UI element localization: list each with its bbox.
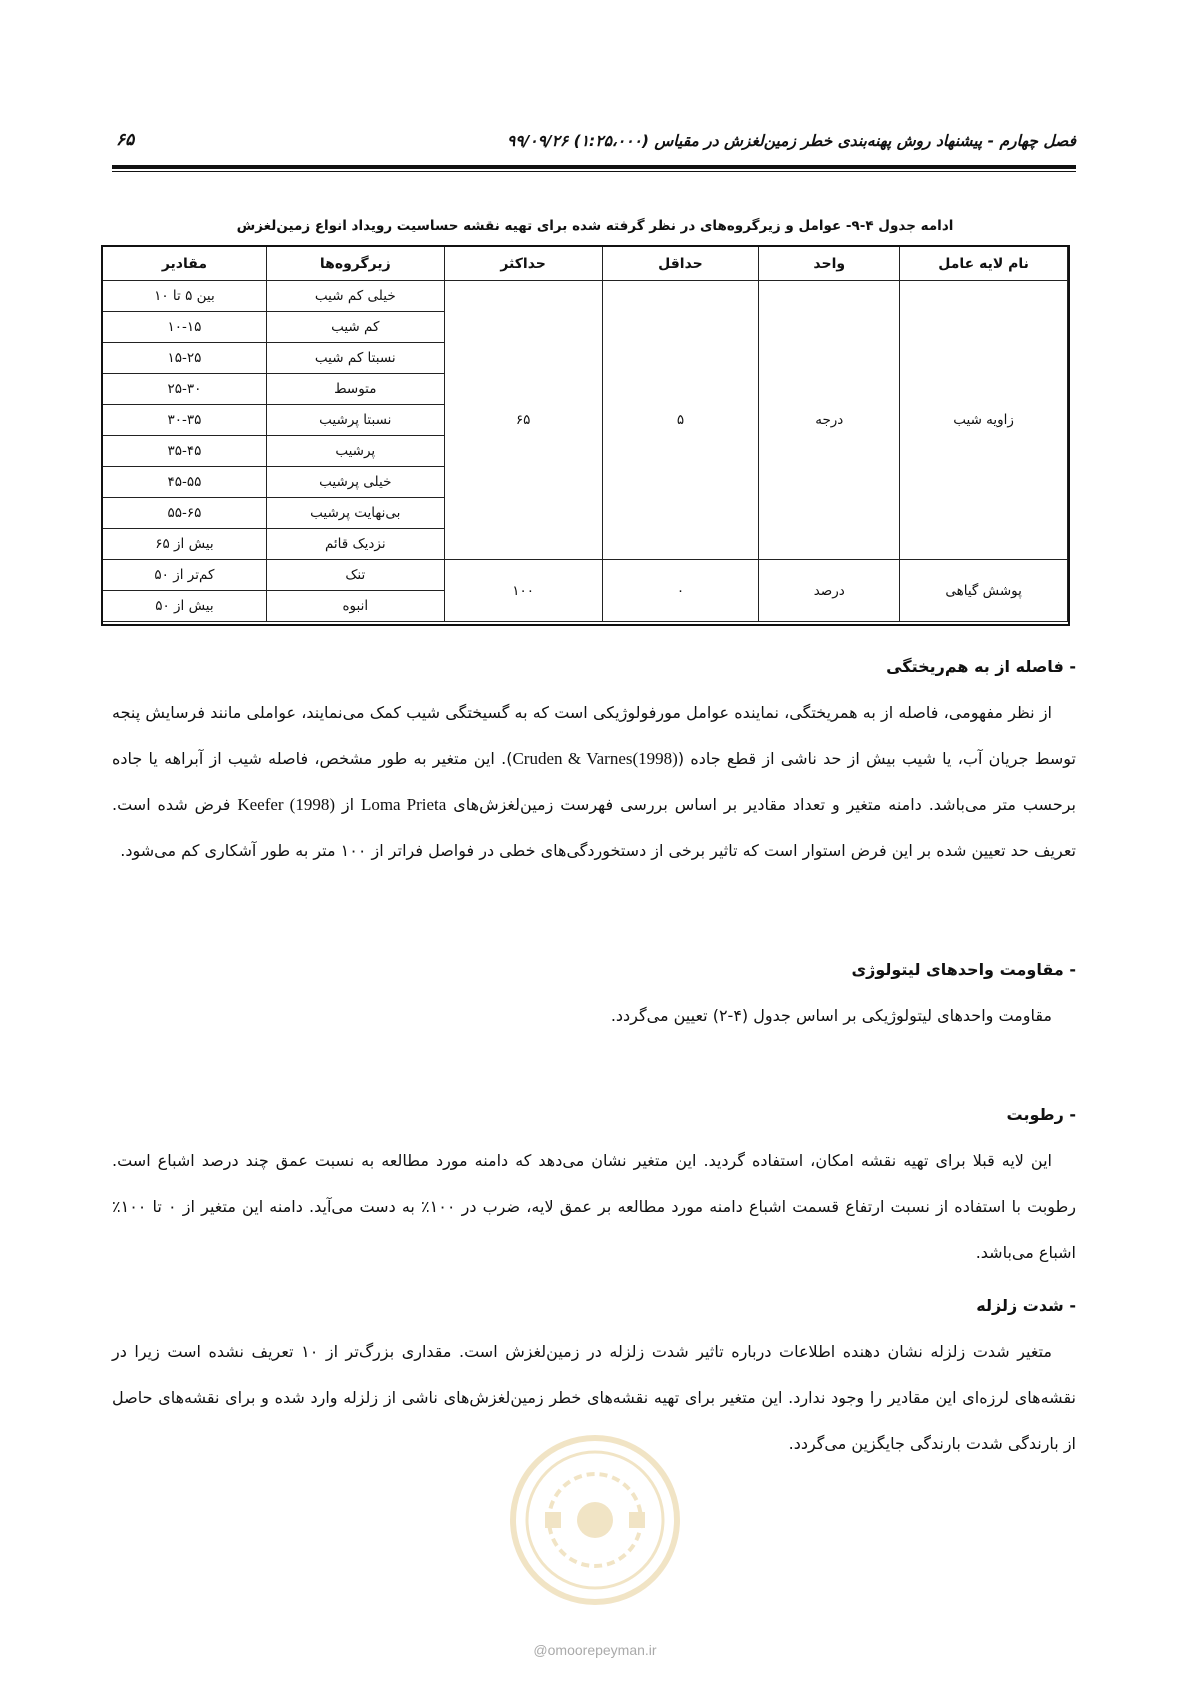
header-subgroups: زیرگروه‌ها bbox=[266, 247, 444, 281]
table-row bbox=[103, 281, 1068, 312]
header-rule-thin bbox=[112, 171, 1076, 172]
cell-subgroup: خیلی پرشیب bbox=[266, 467, 444, 498]
table-header-row bbox=[103, 247, 1068, 281]
cell-layer: زاویه شیب bbox=[900, 281, 1068, 560]
cell-subgroup: کم شیب bbox=[266, 312, 444, 343]
cell-subgroup: خیلی کم شیب bbox=[266, 281, 444, 312]
citation-keefer: Keefer (1998) bbox=[237, 795, 335, 814]
table-caption: ادامه جدول ۴-۹- عوامل و زیرگروه‌های در نظر گرفته شده برای تهیه نقشه حساسیت رویداد انواع زمین‌لغزش bbox=[236, 218, 954, 234]
running-header bbox=[112, 128, 1076, 158]
cell-min: ۰ bbox=[602, 560, 759, 622]
cell-value: بیش از ۵۰ bbox=[103, 591, 267, 622]
factors-table bbox=[102, 246, 1068, 622]
section-paragraph: این لایه قبلا برای تهیه نقشه امکان، استفاده گردید. این متغیر نشان می‌دهد که دامنه مورد مطالعه به نسبت عمق چند درصد اشباع است. رطوبت با استفاده از نسبت ارتفاع قسمت اشباع دامنه مورد مطالعه بر عمق لایه، ضرب در ۱۰۰٪ به دست می‌آید. دامنه این متغیر از ۰ تا ۱۰۰٪ اشباع می‌باشد. bbox=[112, 1151, 1077, 1262]
cell-value: بیش از ۶۵ bbox=[103, 529, 267, 560]
cell-subgroup: نزدیک قائم bbox=[266, 529, 444, 560]
section-title: - رطوبت bbox=[1006, 1105, 1076, 1124]
citation-cruden: Cruden & Varnes(1998) bbox=[512, 749, 678, 768]
section-paragraph: متغیر شدت زلزله نشان دهنده اطلاعات درباره تاثیر شدت زلزله در زمین‌لغزش است. مقداری بزرگ‌تر از ۱۰ تعریف نشده است زیرا در نقشه‌های لرزه‌ای این مقادیر را وجود ندارد. این متغیر برای تهیه نقشه‌های خطر زمین‌لغزش‌های ناشی از زلزله وارد شده و برای نقشه‌های حاصل از بارندگی شدت بارندگی جایگزین می‌گردد. bbox=[112, 1342, 1076, 1453]
section-paragraph: از نظر مفهومی، فاصله از به همریختگی، نماینده عوامل مورفولوژیکی است که به گسیختگی شیب کمک می‌نمایند، عواملی مانند فرسایش پنجه توسط جریان آب، یا شیب بیش از حد ناشی از قطع جاده (Cruden & Varnes(1998)). این متغیر به طور مشخص، فاصله شیب از آبراهه یا جاده برحسب متر می‌باشد. دامنه متغیر و تعداد مقادیر بر اساس بررسی فهرست زمین‌لغزش‌های Loma Prieta از Keefer (1998) فرض شده است. تعریف حد تعیین شده بر این فرض استوار است که تاثیر برخی از دستخوردگی‌های خطی در فواصل فراتر از ۱۰۰ متر به طور آشکاری کم می‌شود. bbox=[112, 703, 1076, 860]
cell-subgroup: پرشیب bbox=[266, 436, 444, 467]
watermark-text: @omoorepeyman.ir bbox=[533, 1642, 657, 1658]
cell-subgroup: متوسط bbox=[266, 374, 444, 405]
cell-value: ۳۰-۳۵ bbox=[103, 405, 267, 436]
section-lithology bbox=[112, 960, 1076, 1039]
section-title: - مقاومت واحدهای لیتولوژی bbox=[851, 960, 1076, 979]
header-unit: واحد bbox=[759, 247, 900, 281]
cell-unit: درجه bbox=[759, 281, 900, 560]
section-distance bbox=[112, 657, 1076, 874]
cell-value: ۳۵-۴۵ bbox=[103, 436, 267, 467]
cell-value: کم‌تر از ۵۰ bbox=[103, 560, 267, 591]
cell-min: ۵ bbox=[602, 281, 759, 560]
section-title: - فاصله از به هم‌ریختگی bbox=[886, 657, 1076, 676]
cell-subgroup: نسبتا پرشیب bbox=[266, 405, 444, 436]
header-min: حداقل bbox=[602, 247, 759, 281]
cell-subgroup: نسبتا کم شیب bbox=[266, 343, 444, 374]
cell-unit: درصد bbox=[759, 560, 900, 622]
section-title: - شدت زلزله bbox=[976, 1296, 1076, 1315]
cell-subgroup: انبوه bbox=[266, 591, 444, 622]
chapter-title: فصل چهارم - پیشنهاد روش پهنه‌بندی خطر زمین‌لغزش در مقیاس (۱:۲۵،۰۰۰) ۹۹/۰۹/۲۶ bbox=[506, 132, 1076, 150]
section-moisture bbox=[112, 1105, 1076, 1276]
cell-subgroup: تنک bbox=[266, 560, 444, 591]
watermark-seal-icon bbox=[505, 1430, 685, 1610]
header-rule-thick bbox=[112, 165, 1076, 169]
cell-value: ۵۵-۶۵ bbox=[103, 498, 267, 529]
cell-value: بین ۵ تا ۱۰ bbox=[103, 281, 267, 312]
citation-loma-prieta: Loma Prieta bbox=[360, 795, 447, 814]
cell-value: ۴۵-۵۵ bbox=[103, 467, 267, 498]
header-max: حداکثر bbox=[444, 247, 602, 281]
table-row bbox=[103, 560, 1068, 591]
cell-layer: پوشش گیاهی bbox=[900, 560, 1068, 622]
cell-max: ۱۰۰ bbox=[444, 560, 602, 622]
header-layer: نام لایه عامل bbox=[900, 247, 1068, 281]
cell-value: ۲۵-۳۰ bbox=[103, 374, 267, 405]
page-number: ۶۵ bbox=[116, 130, 135, 150]
header-values: مقادیر bbox=[103, 247, 267, 281]
cell-max: ۶۵ bbox=[444, 281, 602, 560]
cell-subgroup: بی‌نهایت پرشیب bbox=[266, 498, 444, 529]
section-paragraph: مقاومت واحدهای لیتولوژیکی بر اساس جدول (۴-۲) تعیین می‌گردد. bbox=[610, 1006, 1052, 1025]
cell-value: ۱۵-۲۵ bbox=[103, 343, 267, 374]
cell-value: ۱۰-۱۵ bbox=[103, 312, 267, 343]
